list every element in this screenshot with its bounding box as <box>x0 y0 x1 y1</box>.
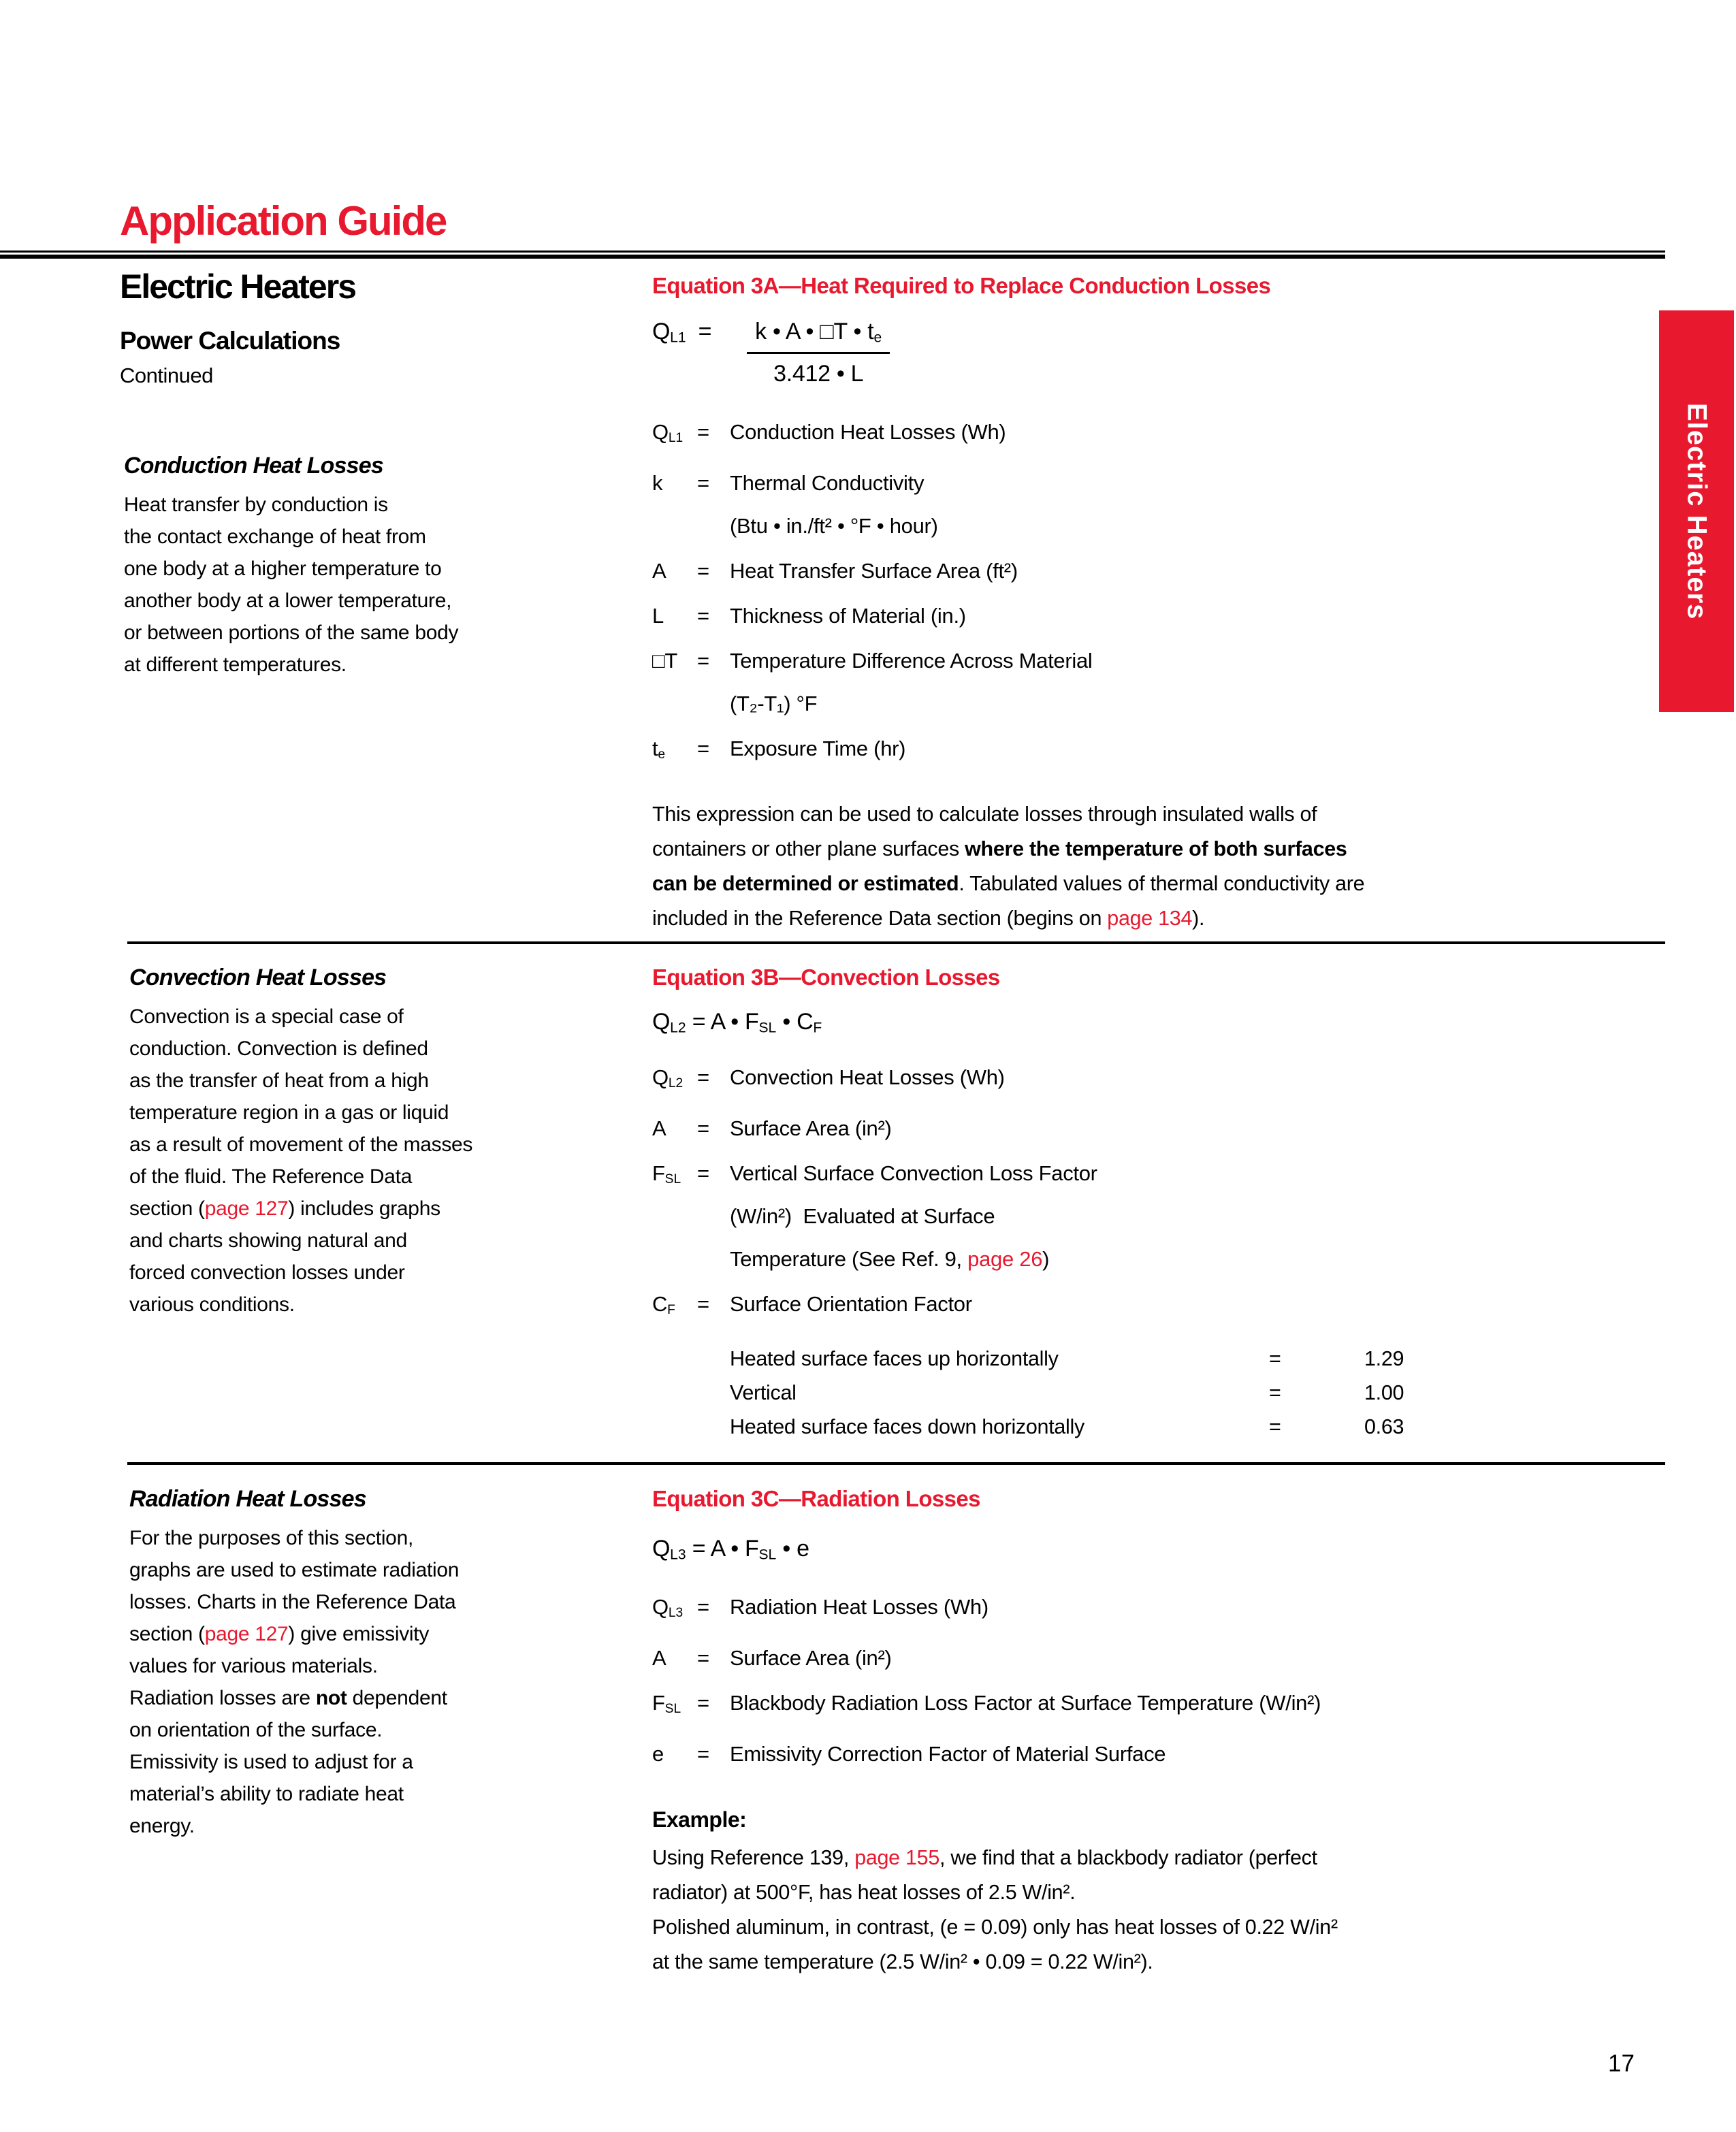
def-row: $Q_{L1}$ = Conduction Heat Losses (Wh) <box>652 419 1006 445</box>
side-tab-label: Electric Heaters <box>1682 402 1712 620</box>
conduction-heading: Conduction Heat Losses <box>124 453 384 479</box>
def-row: e = Emissivity Correction Factor of Material Surface <box>652 1742 1166 1766</box>
def-row: $t_e$ = Exposure Time (hr) <box>652 736 906 762</box>
page-title: Application Guide <box>120 198 447 244</box>
equation-3a-block <box>652 272 1687 936</box>
equation-3b-title: Equation 3B—Convection Losses <box>652 965 1000 990</box>
equation-3c-formula: $Q_{L3} = A$ • $F_{SL}$ • e <box>652 1536 809 1563</box>
page-link-155[interactable]: page 155 <box>854 1846 939 1870</box>
factor-row: Heated surface faces up horizontally = 1.29 <box>730 1342 1687 1376</box>
def-row: $F_{SL}$ = Vertical Surface Convection Loss Factor (W/in²) Evaluated at Surface Temperature (See Ref. 9, page 26) <box>652 1160 1687 1273</box>
continued-label: Continued <box>120 364 213 387</box>
page-link-127[interactable]: page 127 <box>204 1623 289 1645</box>
conduction-left-column <box>124 452 641 681</box>
def-row: A = Surface Area (in²) <box>652 1116 892 1140</box>
heading-power-calculations: Power Calculations <box>120 327 340 355</box>
def-note: (Btu • in./ft² • °F • hour) <box>730 513 938 538</box>
def-row: L = Thickness of Material (in.) <box>652 603 966 628</box>
equation-3c-block <box>652 1485 1714 1980</box>
def-row: □T = Temperature Difference Across Material (T₂-T₁) °F <box>652 647 1687 717</box>
equation-3b-definitions <box>652 1064 1687 1324</box>
def-note: Temperature (See Ref. 9, page 26) <box>730 1246 1050 1271</box>
def-row: $C_F$ = Surface Orientation Factor <box>652 1291 972 1318</box>
def-row: k = Thermal Conductivity (Btu • in./ft² • °F • hour) <box>652 470 1687 540</box>
fraction-numerator: k • A • □T • $t_e$ <box>747 319 890 354</box>
convection-paragraph: Convection is a special case of conduction. Convection is defined as the transfer of heat from a high temperature region in a gas or liquid as a result of movement of the masses of the fluid. The Reference Data section (page 127) includes graphs and charts showing natural and forced convection losses under various conditions. <box>129 1005 473 1316</box>
heading-electric-heaters: Electric Heaters <box>120 268 356 306</box>
equation-3c-title: Equation 3C—Radiation Losses <box>652 1486 980 1511</box>
def-row: $F_{SL}$ = Blackbody Radiation Loss Factor at Surface Temperature (W/in²) <box>652 1690 1321 1717</box>
def-row: A = Heat Transfer Surface Area (ft²) <box>652 558 1018 583</box>
radiation-paragraph: For the purposes of this section, graphs are used to estimate radiation losses. Charts in the Reference Data section (page 127) give emissivity values for various materials. Radiation losses are not dependent on orientation of the surface. Emissivity is used to adjust for a material’s ability to radiate heat energy. <box>129 1527 460 1837</box>
page-number: 17 <box>1608 2050 1635 2077</box>
conduction-paragraph: Heat transfer by conduction is the contact exchange of heat from one body at a higher temperature to another body at a lower temperature, or between portions of the same body at different temperatures. <box>124 494 459 676</box>
page-link-127[interactable]: page 127 <box>204 1197 289 1220</box>
header-rule <box>0 251 1665 259</box>
section-divider <box>127 1462 1665 1465</box>
factor-row: Heated surface faces down horizontally = 0.63 <box>730 1410 1687 1444</box>
convection-heading: Convection Heat Losses <box>129 965 387 990</box>
radiation-heading: Radiation Heat Losses <box>129 1486 366 1512</box>
equation-3c-definitions <box>652 1594 1714 1768</box>
convection-left-column <box>129 964 654 1321</box>
equation-3a-definitions <box>652 419 1687 769</box>
factor-value: 1.00 <box>1364 1381 1404 1405</box>
def-note: (W/in²) Evaluated at Surface <box>730 1204 995 1228</box>
def-row: $Q_{L2}$ = Convection Heat Losses (Wh) <box>652 1065 1005 1091</box>
radiation-left-column <box>129 1485 660 1842</box>
conduction-summary-paragraph: This expression can be used to calculate losses through insulated walls of containers or other plane surfaces where the temperature of both surfaces can be determined or estimated. Tabulated values of thermal conductivity are included in the Reference Data section (begins on page 134). <box>652 803 1365 931</box>
page-link-26[interactable]: page 26 <box>967 1246 1043 1271</box>
equation-3b-block <box>652 964 1687 1444</box>
equation-3b-formula: $Q_{L2} = A$ • $F_{SL}$ • $C_F$ <box>652 1009 822 1036</box>
page-link-134[interactable]: page 134 <box>1107 907 1193 931</box>
def-note: (T₂-T₁) °F <box>730 691 818 715</box>
example-paragraph: Using Reference 139, page 155, we find that a blackbody radiator (perfect radiator) at 500°F, has heat losses of 2.5 W/in². Polished aluminum, in contrast, (e = 0.09) only has heat losses of 0.22 W/in² at the same temperature (2.5 W/in² • 0.09 = 0.22 W/in²). <box>652 1846 1338 1974</box>
equation-3a-title: Equation 3A—Heat Required to Replace Conduction Losses <box>652 273 1271 298</box>
fraction <box>747 319 890 387</box>
def-row: A = Surface Area (in²) <box>652 1645 892 1670</box>
orientation-factor-table <box>730 1342 1687 1444</box>
equation-3a-formula <box>652 319 1687 387</box>
factor-value: 0.63 <box>1364 1415 1404 1439</box>
def-row: $Q_{L3}$ = Radiation Heat Losses (Wh) <box>652 1594 988 1620</box>
side-tab-electric-heaters[interactable] <box>1659 310 1734 712</box>
section-divider <box>127 941 1665 944</box>
factor-value: 1.29 <box>1364 1347 1404 1371</box>
formula-lhs: $Q_{L1}$ = <box>652 319 712 346</box>
example-heading: Example: <box>652 1807 747 1832</box>
header-rule-thick <box>0 255 1665 259</box>
fraction-denominator: 3.412 • L <box>773 360 864 387</box>
factor-row: Vertical = 1.00 <box>730 1376 1687 1410</box>
